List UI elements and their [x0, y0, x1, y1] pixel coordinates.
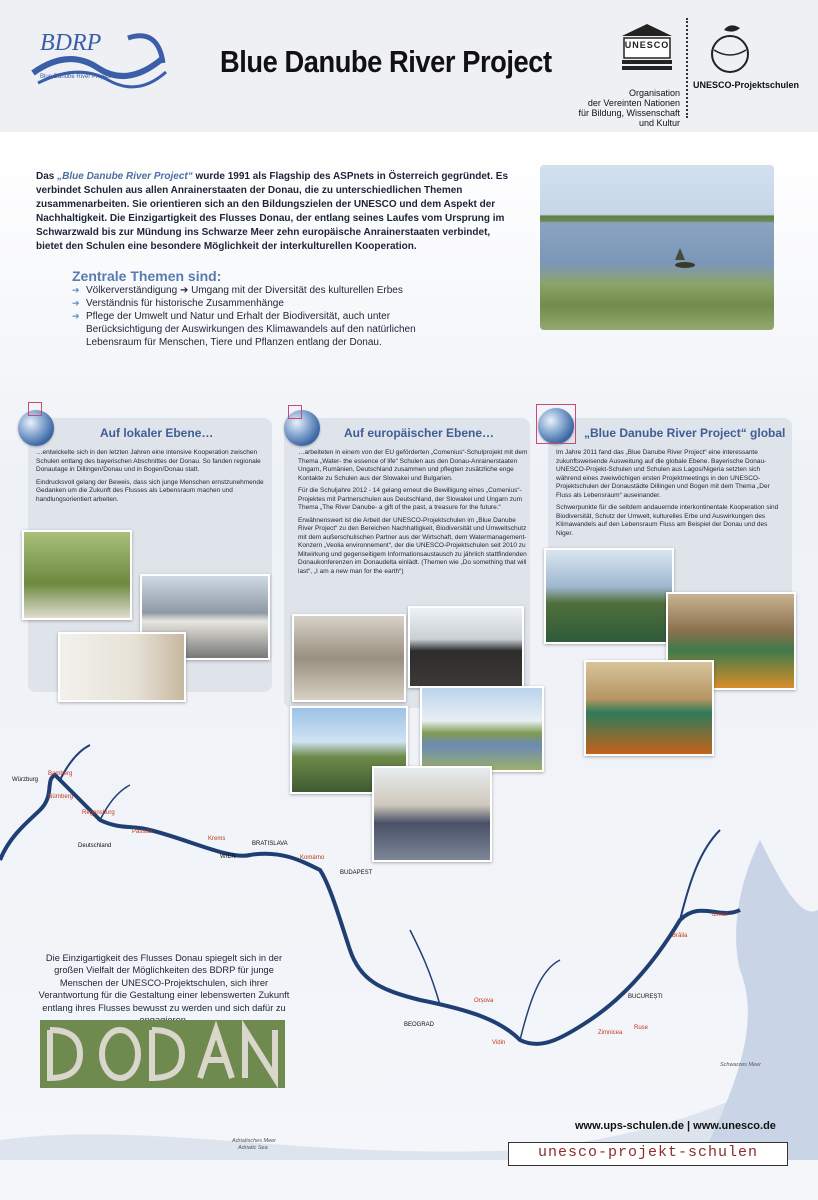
tributary-line [520, 960, 560, 1040]
panel-global-text [556, 449, 786, 538]
danube-map [0, 720, 818, 1160]
city-label: BEOGRAD [404, 1022, 435, 1028]
city-label: Krems [208, 836, 226, 842]
unesco-line: Organisation [628, 88, 680, 98]
unesco-line: und Kultur [638, 118, 680, 128]
tributary-line [410, 930, 440, 1005]
sea-label: Schwarzes Meer [720, 1062, 761, 1068]
unesco-name-block [560, 88, 680, 128]
city-label: Regensburg [82, 810, 115, 816]
themes-list [72, 284, 432, 349]
crop-mark-icon [28, 402, 42, 416]
page-title: Blue Danube River Project [220, 44, 552, 79]
intro-rest: wurde 1991 als Flagship des ASPnets in Österreich gegründet. Es verbindet Schulen aus allen Anrainerstaaten der Donau, die zu unterschiedlichen Themen zusammenarbeiten. Sie orientieren sich an den Bildungszielen der UNESCO und dem Aspekt der Nachhaltigkeit. Die Einzigartigkeit des Flusses Donau, der entlang seines Laufes vom Ursprung im Schwarzwald bis zur Mündung ins Schwarze Meer zehn europäische Anrainerstaaten verbindet, bietet den Schulen eine besondere Möglichkeit der interkulturellen Kooperation. [36, 171, 509, 252]
city-label: Deutschland [78, 843, 112, 849]
panel-paragraph: Eindrucksvoll gelang der Beweis, dass sich junge Menschen ernstzunehmende Gedanken um die Zukunft des Flusses als Lebensraum machen und handlungsorientiert arbeiten. [36, 478, 264, 503]
city-label: Ruse [634, 1025, 649, 1031]
city-label: Passau [132, 829, 153, 835]
tributary-line [680, 830, 720, 920]
stone-letter-a [200, 1030, 232, 1078]
theme-item: ➔ Völkerverständigung ➔ Umgang mit der Diversität des kulturellen Erbes [72, 284, 432, 297]
photo-lab-work [292, 614, 406, 702]
panel-paragraph: Im Jahre 2011 fand das „Blue Danube River Project“ eine interessante zukunftsweisende Ausweitung auf die globale Ebene. Bayerische Donau-UNESCO-Projekt-Schulen und Schulen aus Lagos/Nigeria setzten sich während eines zweiwöchigen ersten Projektmeetings in den UNESCO-Projektschulen der Donaustädte Dillingen und Bogen mit dem Thema „Der Fluss als Lebensraum“ auseinander. [556, 449, 770, 499]
header-divider [686, 18, 688, 118]
theme-item: ➔ Pflege der Umwelt und Natur und Erhalt der Biodiversität, auch unter Berücksichtigung der Auswirkungen des Klimawandels auf den natürlichen Lebensraum für Menschen, Tiere und Pflanzen entlang der Donau. [72, 310, 432, 349]
danube-landscape-photo [540, 165, 774, 330]
city-label: Vidin [492, 1040, 506, 1046]
crop-mark-icon [288, 405, 302, 419]
panel-paragraph: Schwerpunkte für die seitdem andauernde interkontinentale Kooperation sind Biodiversität, Schutz der Umwelt, kulturelles Erbe und Auswirkungen des Klimawandels auf den Lebensraum Fluss am Beispiel der Donau und des Niger. [556, 504, 779, 537]
panel-europe-text [298, 449, 528, 576]
city-label: Orșova [474, 998, 494, 1004]
city-label: Komárno [300, 855, 325, 861]
panel-local-title: Auf lokaler Ebene… [100, 426, 214, 440]
city-label: WIEN [220, 854, 236, 860]
stone-letter-d [152, 1030, 182, 1078]
ups-label: UNESCO-Projektschulen [693, 80, 800, 90]
photo-map-study [58, 632, 186, 702]
footer-urls: www.ups-schulen.de | www.unesco.de [575, 1120, 776, 1132]
intro-project-name: „Blue Danube River Project“ [57, 171, 193, 182]
panel-paragraph: …entwickelte sich in den letzten Jahren eine intensive Kooperation zwischen Schulen entlang des bayerischen Abschnittes der Donau. So fanden regionale Donautage in Dillingen/Donau und in Bogen/Donau statt. [36, 449, 261, 473]
panel-global-title: „Blue Danube River Project“ global [584, 426, 786, 440]
city-label: Würzburg [12, 777, 39, 783]
unesco-word: UNESCO [624, 40, 670, 50]
city-label: Izmail [712, 912, 728, 918]
stone-letter-o [102, 1030, 138, 1078]
city-label: Zimnicea [598, 1030, 623, 1036]
bdrp-logo-subtext: Blue Danube River Project [40, 74, 111, 80]
city-label: BUDAPEST [340, 870, 373, 876]
intro-paragraph [36, 170, 508, 254]
photo-nigeria-group-river [544, 548, 674, 644]
photo-group-terrace [408, 606, 524, 688]
panel-local-text [36, 449, 266, 504]
crop-mark-icon [536, 404, 576, 444]
city-label: BUCUREȘTI [628, 994, 663, 1000]
sea-label: Adriatic Sea [238, 1145, 268, 1151]
panel-paragraph: Für die Schuljahre 2012 - 14 gelang erneut die Bewilligung eines „Comenius“-Projektes mit Partnerschulen aus Deutschland, der Slowakei und Ungarn zum Thema „The River Danube- a gift of the past, a treasure for the future.“ [298, 487, 523, 511]
footer-brand-logo: unesco-projekt-schulen [508, 1142, 788, 1166]
ups-globe-logo [700, 20, 760, 80]
unesco-line: der Vereinten Nationen [587, 98, 680, 108]
unesco-line: für Bildung, Wissenschaft [578, 108, 680, 118]
closing-paragraph: Die Einzigartigkeit des Flusses Donau spiegelt sich in der großen Vielfalt der Möglichkeiten des BDRP für junge Menschen der UNESCO-Projektschulen, sich ihrer Verantwortung für die Gestaltung einer lebenswerten Zukunft entlang ihres Flusses bewusst zu werden und sich dafür zu [38, 953, 290, 1013]
theme-item: ➔ Verständnis für historische Zusammenhänge [72, 297, 432, 310]
intro-lead: Das [36, 171, 58, 182]
stone-letter-d [50, 1030, 80, 1078]
panel-europe-title: Auf europäischer Ebene… [344, 426, 495, 440]
stone-letter-n [245, 1030, 275, 1078]
city-label: Bamberg [48, 771, 73, 777]
city-label: Nürnberg [48, 794, 74, 800]
city-label: Brăila [672, 933, 688, 939]
sea-label: Adriatisches Meer [232, 1138, 277, 1144]
panel-paragraph: Erwähnenswert ist die Arbeit der UNESCO-Projektschulen im „Blue Danube River Project“ zu den Bereichen Nachhaltigkeit, Biodiversität und Umweltschutz mit dem außerschulischen Partner aus der Wirtschaft, dem Watermanagement-Konzern „Veolia environnement“, der die UNESCO-Projektschulen seit 2010 zu Mitwirkung und gegenseitigem Informationsaustausch zu jährlich stattfindenden Donaukonferenzen im Donaudelta einlädt. (Themen wie „Do something that will last“, „I am a new man for the earth“) [298, 516, 527, 575]
panel-paragraph: …arbeiteten in einem von der EU geförderten „Comenius“-Schulprojekt mit dem Thema „Water- the essence of life“ Schulen aus den Donau-Anrainerstaaten Ungarn, Rumänien, Deutschland zusammen und pflegten zusätzliche enge Kontakte zu Schulen aus der Slowakei und Bulgarien. [298, 449, 528, 482]
themes-title: Zentrale Themen sind: [72, 268, 222, 284]
bdrp-logo-text: BDRP [40, 30, 102, 56]
photo-students-field [22, 530, 132, 620]
city-label: BRATISLAVA [252, 841, 288, 847]
photo-stone-letters [40, 1020, 285, 1088]
